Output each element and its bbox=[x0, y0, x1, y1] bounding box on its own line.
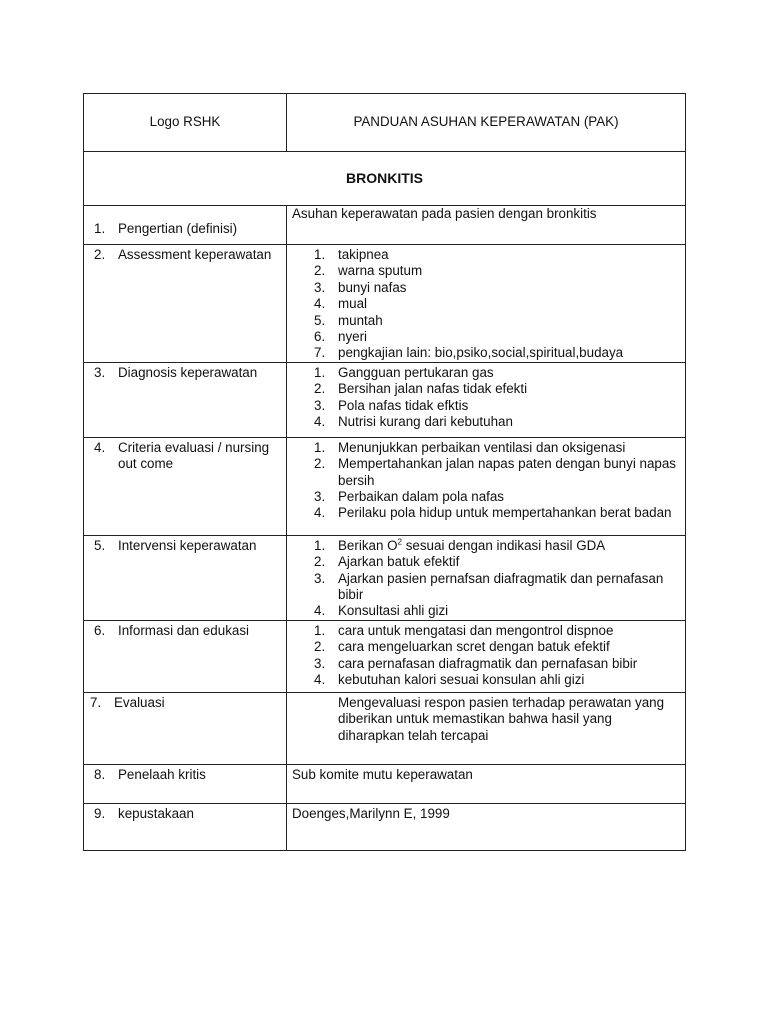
row-content-cell bbox=[287, 620, 686, 692]
list-item: 6. nyeri bbox=[314, 329, 368, 345]
document-title: PANDUAN ASUHAN KEPERAWATAN (PAK) bbox=[287, 94, 686, 152]
row-number: 2. bbox=[94, 247, 106, 262]
row-number: 8. bbox=[94, 766, 106, 782]
list-item: 3. cara pernafasan diafragmatik dan pernafasan bibir bbox=[314, 655, 638, 671]
row-content-cell bbox=[287, 535, 686, 620]
row-content-text: Asuhan keperawatan pada pasien dengan bronkitis bbox=[292, 206, 597, 221]
row-content-text: Doenges,Marilynn E, 1999 bbox=[292, 805, 450, 821]
list-item: 1. Gangguan pertukaran gas bbox=[314, 364, 494, 380]
row-number: 3. bbox=[94, 364, 106, 380]
list-item: 2. Bersihan jalan nafas tidak efekti bbox=[314, 381, 528, 397]
list-item: 7. pengkajian lain: bio,psiko,social,spiritual,budaya bbox=[314, 345, 624, 361]
table-row-penelaah-kritis bbox=[84, 764, 686, 803]
list-item: 4. Nutrisi kurang dari kebutuhan bbox=[314, 414, 513, 430]
row-content-cell bbox=[287, 803, 686, 850]
row-label: Intervensi keperawatan bbox=[118, 537, 257, 553]
numbered-list bbox=[287, 363, 685, 431]
row-label-cell bbox=[84, 620, 287, 692]
row-number: 9. bbox=[94, 805, 106, 821]
list-item: 4. Konsultasi ahli gizi bbox=[314, 603, 449, 619]
section-row bbox=[84, 152, 686, 206]
row-number: 7. bbox=[90, 694, 102, 710]
table-row-diagnosis bbox=[84, 362, 686, 437]
section-title: BRONKITIS bbox=[346, 169, 423, 186]
logo-placeholder: Logo RSHK bbox=[84, 94, 287, 152]
row-content-cell bbox=[287, 692, 686, 764]
numbered-list bbox=[287, 536, 685, 620]
list-item: 3. Perbaikan dalam pola nafas bbox=[314, 489, 505, 505]
header-row bbox=[84, 94, 686, 152]
list-item: 1. Berikan $O^2$ sesuai dengan indikasi hasil GDA bbox=[314, 537, 606, 553]
list-item: 2. cara mengeluarkan scret dengan batuk efektif bbox=[314, 639, 610, 655]
table-row-criteria-evaluasi bbox=[84, 437, 686, 535]
row-content-cell bbox=[287, 362, 686, 437]
list-item: 3. Pola nafas tidak efktis bbox=[314, 397, 469, 413]
row-label-cell bbox=[84, 245, 287, 363]
list-item: 4. Perilaku pola hidup untuk mempertahankan berat badan bbox=[314, 505, 672, 521]
row-label-cell bbox=[84, 692, 287, 764]
table-row-informasi-edukasi bbox=[84, 620, 686, 692]
list-item: 3. bunyi nafas bbox=[314, 279, 407, 295]
table-row-intervensi bbox=[84, 535, 686, 620]
row-label-cell bbox=[84, 803, 287, 850]
numbered-list bbox=[287, 621, 685, 689]
row-content-cell bbox=[287, 245, 686, 363]
section-title-cell bbox=[84, 152, 686, 206]
row-label-cell bbox=[84, 362, 287, 437]
table-row-kepustakaan bbox=[84, 803, 686, 850]
row-label: Criteria evaluasi / nursing out come bbox=[118, 439, 270, 472]
pak-document-table bbox=[83, 93, 686, 851]
row-number: 4. bbox=[94, 439, 106, 455]
list-item: 4. mual bbox=[314, 296, 368, 312]
list-item: 2. Ajarkan batuk efektif bbox=[314, 554, 460, 570]
list-item: 1. cara untuk mengatasi dan mengontrol dispnoe bbox=[314, 622, 614, 638]
row-number: 6. bbox=[94, 622, 106, 638]
row-label: Diagnosis keperawatan bbox=[118, 364, 258, 380]
row-label: Informasi dan edukasi bbox=[118, 622, 250, 638]
list-item: 2. Mempertahankan jalan napas paten dengan bunyi napas bersih bbox=[314, 456, 676, 488]
row-label-cell bbox=[84, 437, 287, 535]
row-label: Evaluasi bbox=[114, 694, 165, 710]
row-label: Penelaah kritis bbox=[118, 766, 206, 782]
row-content-cell bbox=[287, 206, 686, 245]
row-content-cell bbox=[287, 437, 686, 535]
table-row-evaluasi bbox=[84, 692, 686, 764]
list-item: 1. takipnea bbox=[314, 247, 389, 262]
row-content-text: Mengevaluasi respon pasien terhadap perawatan yang diberikan untuk memastikan bahwa hasil yang diharapkan telah tercapai bbox=[338, 694, 665, 743]
row-label: Pengertian (definisi) bbox=[118, 221, 238, 236]
row-label: Assessment keperawatan bbox=[118, 247, 272, 262]
row-label-cell bbox=[84, 535, 287, 620]
list-item: 4. kebutuhan kalori sesuai konsulan ahli gizi bbox=[314, 672, 585, 688]
row-label: kepustakaan bbox=[118, 805, 194, 821]
list-item: 5. muntah bbox=[314, 312, 383, 328]
row-number: 1. bbox=[94, 221, 106, 236]
row-label-cell bbox=[84, 764, 287, 803]
row-number: 5. bbox=[94, 537, 106, 553]
row-label-cell bbox=[84, 206, 287, 245]
table-row-assessment bbox=[84, 245, 686, 363]
table-row-pengertian bbox=[84, 206, 686, 245]
numbered-list bbox=[287, 245, 685, 362]
row-content-cell bbox=[287, 764, 686, 803]
list-item: 1. Menunjukkan perbaikan ventilasi dan oksigenasi bbox=[314, 439, 626, 455]
numbered-list bbox=[287, 438, 685, 522]
row-content-text: Sub komite mutu keperawatan bbox=[292, 766, 473, 782]
list-item: 2. warna sputum bbox=[314, 263, 423, 279]
list-item: 3. Ajarkan pasien pernafsan diafragmatik dan pernafasan bibir bbox=[314, 570, 664, 603]
